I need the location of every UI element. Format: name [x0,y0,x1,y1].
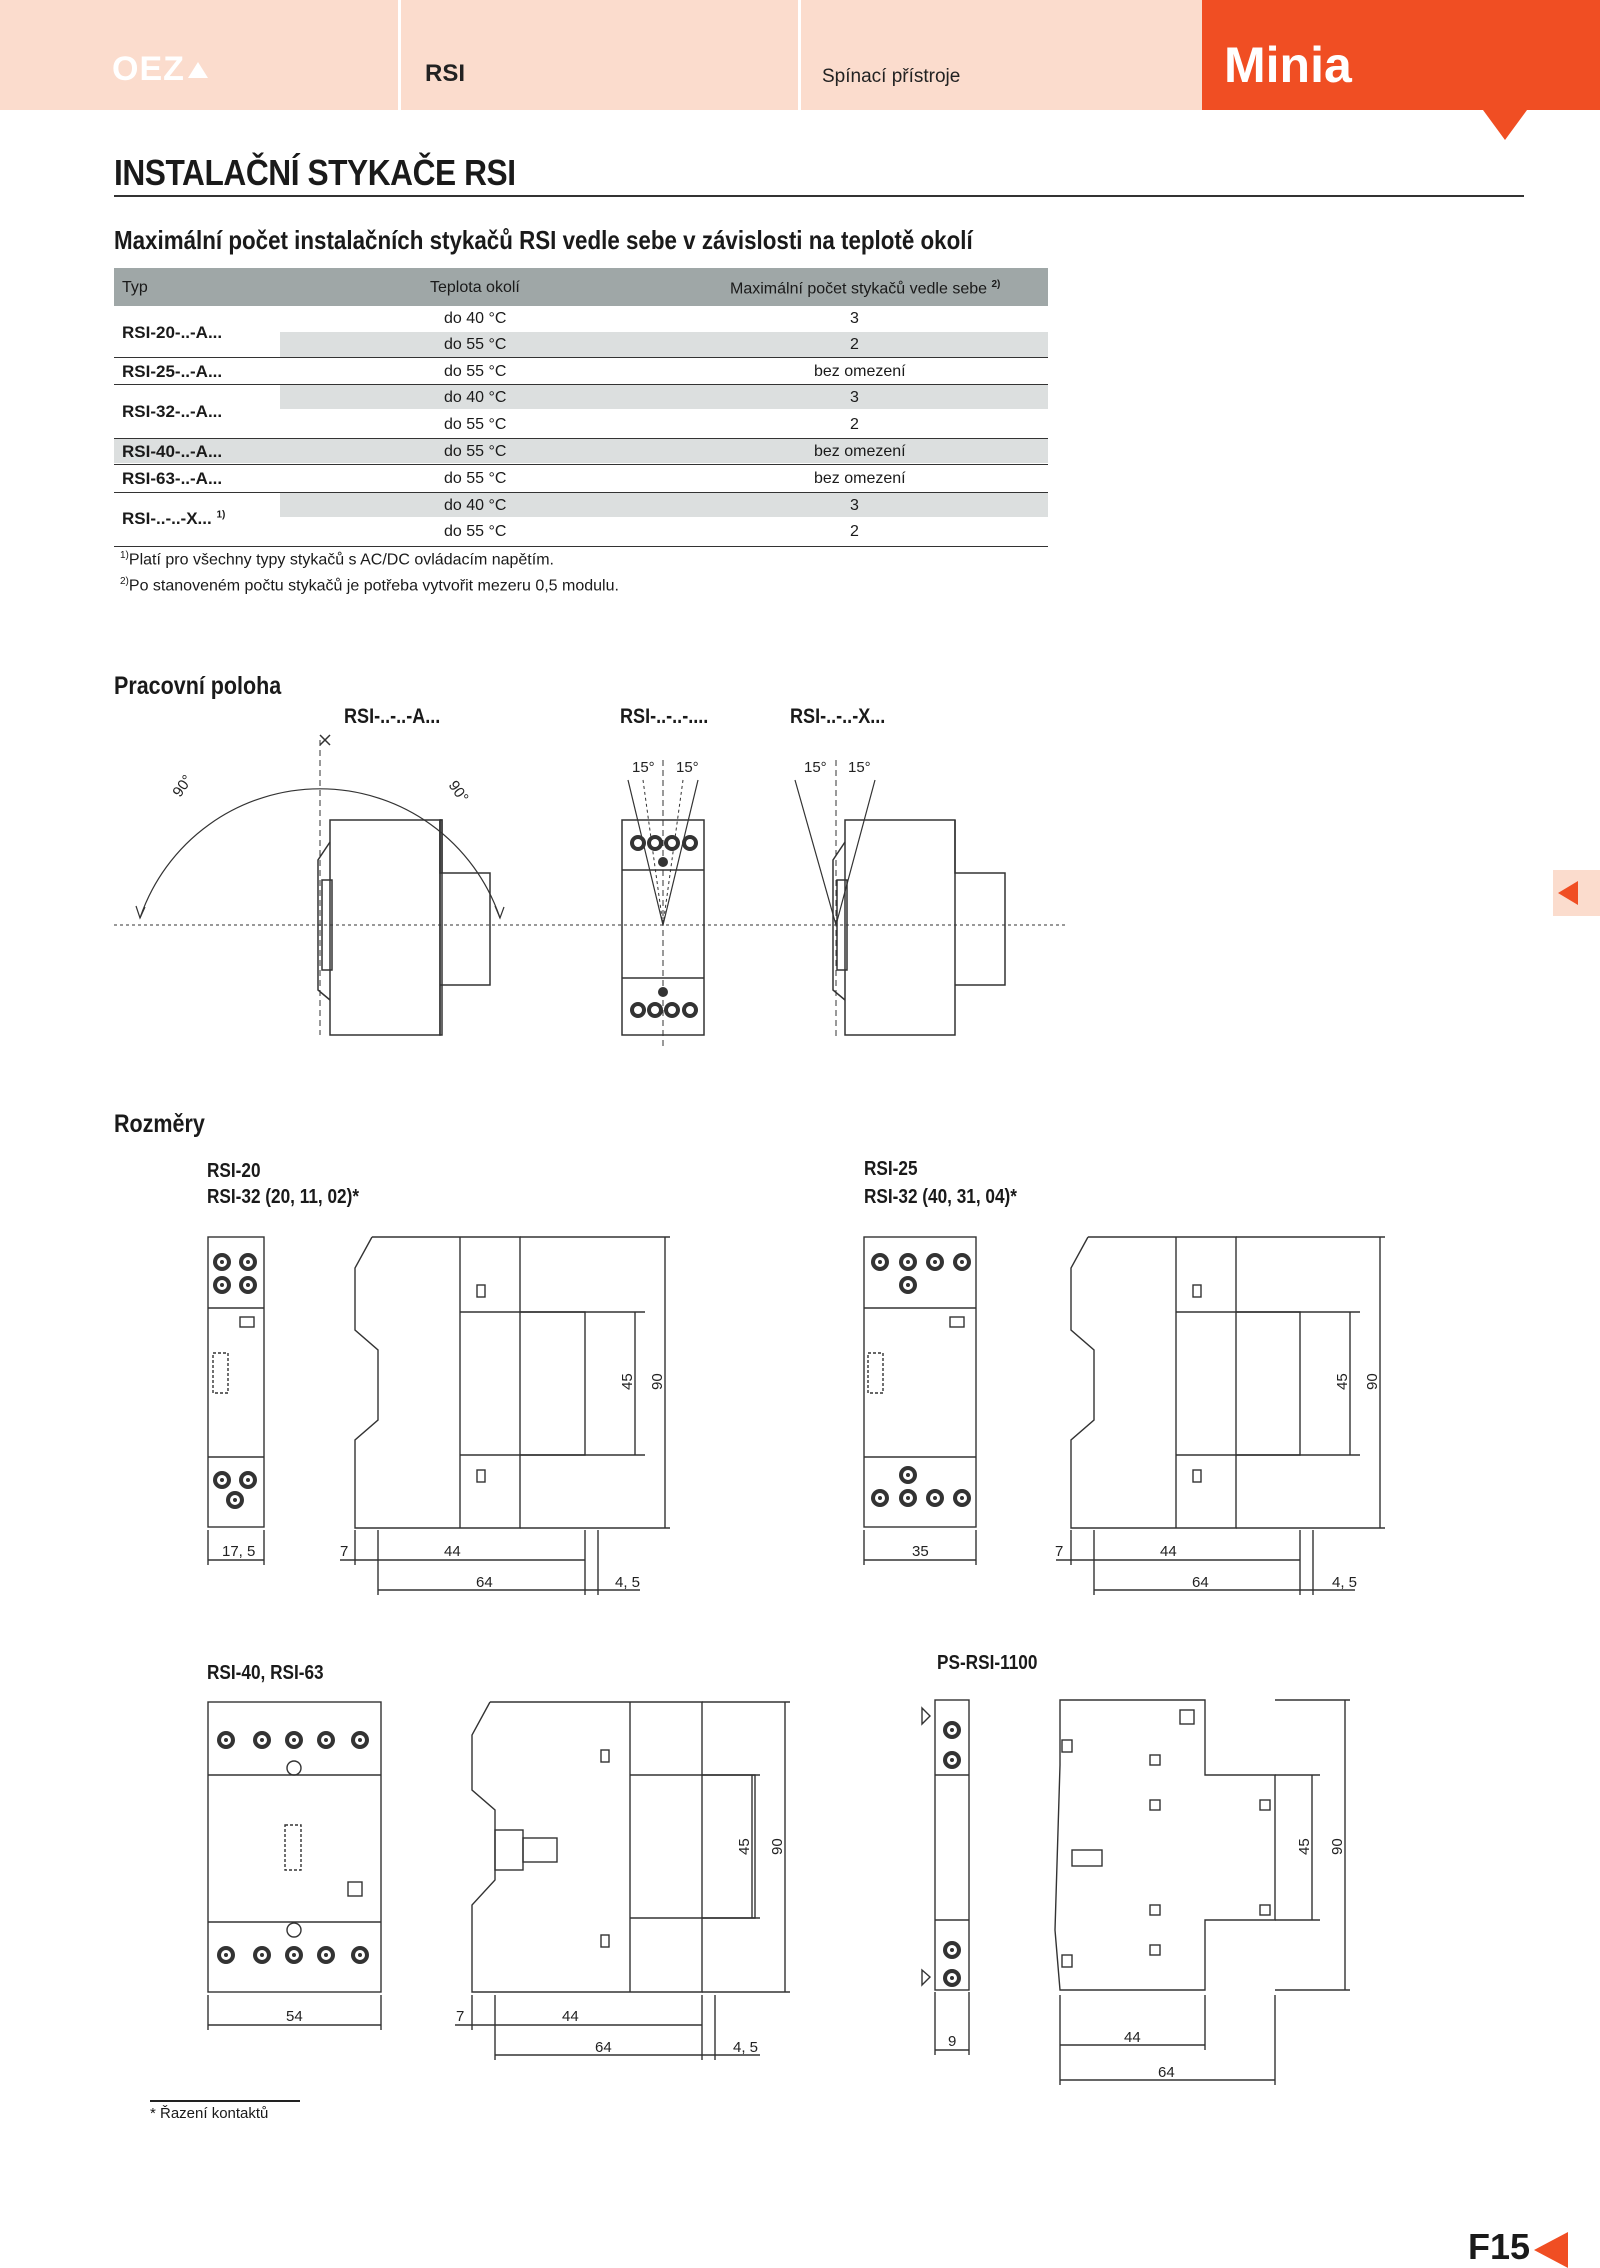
row-type: RSI-25-..-A... [122,362,223,381]
dim-value: 4, 5 [615,1574,641,1591]
dim-label: RSI-32 (20, 11, 02)* [207,1186,360,1208]
table-title: Maximální počet instalačních stykačů RSI vedle sebe v závislosti na teplotě okolí [114,225,973,255]
dim-label: RSI-20 [207,1160,261,1182]
position-label-standard: RSI-..-..-.... [620,705,709,728]
dimensions-title: Rozměry [114,1110,205,1138]
working-position-title: Pracovní poloha [114,672,282,700]
angle-label: 90° [169,771,197,801]
position-label-a: RSI-..-..-A... [344,705,441,728]
position-label-x: RSI-..-..-X... [790,705,886,728]
working-position-diagram [0,0,1600,1100]
dim-value: 44 [1160,1543,1177,1560]
dim-value: 45 [1334,1373,1351,1390]
dim-value: 45 [1296,1838,1313,1855]
dim-value: 90 [649,1373,666,1390]
dim-value: 9 [948,2033,957,2050]
angle-label: 15° [632,759,655,776]
dim-value: 44 [444,1543,461,1560]
dim-value: 7 [1055,1543,1064,1560]
footnote-1: $^{1)}$Platí pro všechny typy stykačů s AC/DC ovládacím napětím. [120,550,554,569]
header-section: RSI [425,60,466,87]
page-title: INSTALAČNÍ STYKAČE RSI [114,152,516,193]
dimension-drawings [0,1200,1600,2100]
dim-value: 64 [595,2039,612,2056]
header-category: Spínací přístroje [822,66,961,87]
dim-label: RSI-32 (40, 31, 04)* [864,1186,1017,1208]
angle-label: 90° [444,777,472,806]
dim-value: 45 [619,1373,636,1390]
angle-label: 15° [676,759,699,776]
dim-value: 44 [562,2008,579,2025]
dim-value: 44 [1124,2029,1141,2046]
dim-value: 7 [340,1543,349,1560]
side-tab [1553,870,1600,916]
oez-logo: OEZ [112,50,208,89]
dim-label: RSI-40, RSI-63 [207,1662,324,1684]
dim-label: RSI-25 [864,1158,918,1180]
dim-value: 64 [476,1574,493,1591]
page-number: F15 [1468,2226,1531,2267]
dim-value: 4, 5 [1332,1574,1358,1591]
dim-value: 64 [1192,1574,1209,1591]
brand-tab: Minia [1202,0,1600,110]
row-type: RSI-32-..-A... [122,402,223,421]
angle-label: 15° [848,759,871,776]
dim-value: 54 [286,2008,303,2025]
footnote-contacts: * Řazení kontaktů [150,2105,269,2122]
dim-value: 7 [456,2008,465,2025]
angle-label: 15° [804,759,827,776]
dim-value: 35 [912,1543,929,1560]
dim-label: PS-RSI-1100 [937,1652,1038,1674]
row-type: RSI-40-..-A... [122,442,223,461]
dim-value: 45 [736,1838,753,1855]
col-header-type: Typ [122,279,148,296]
col-header-count: Maximální počet stykačů vedle sebe $^{2)}$ [730,279,1001,298]
dim-value: 90 [1364,1373,1381,1390]
row-type: RSI-63-..-A... [122,469,223,488]
row-type: RSI-20-..-A... [122,323,223,342]
dim-value: 17, 5 [222,1543,256,1560]
row-type: RSI-..-..-X... $^{1)}$ [122,509,226,528]
footnote-2: $^{2)}$Po stanoveném počtu stykačů je potřeba vytvořit mezeru 0,5 modulu. [120,576,619,595]
footnote-divider [150,2100,300,2102]
dim-value: 90 [769,1838,786,1855]
dim-value: 64 [1158,2064,1175,2081]
col-header-temp: Teplota okolí [430,279,520,296]
max-count-table: Typ Teplota okolí Maximální počet stykačů vedle sebe $^{2)}$ RSI-20-..-A... do 40 °C do 55 °C 3 2 RSI-25-..-A... do 55 °C bez omezení RSI-32-..-A... do 40 °C do 55 °C 3 2 RSI-40-..-A... do 55 °C bez omezení RSI-63-..-A... do 55 °C bez omezení RSI-..-..-X... $^{1)}$ do 40 °C do 55 °C 3 2 [114,268,1048,306]
dim-value: 90 [1329,1838,1346,1855]
dim-value: 4, 5 [733,2039,759,2056]
